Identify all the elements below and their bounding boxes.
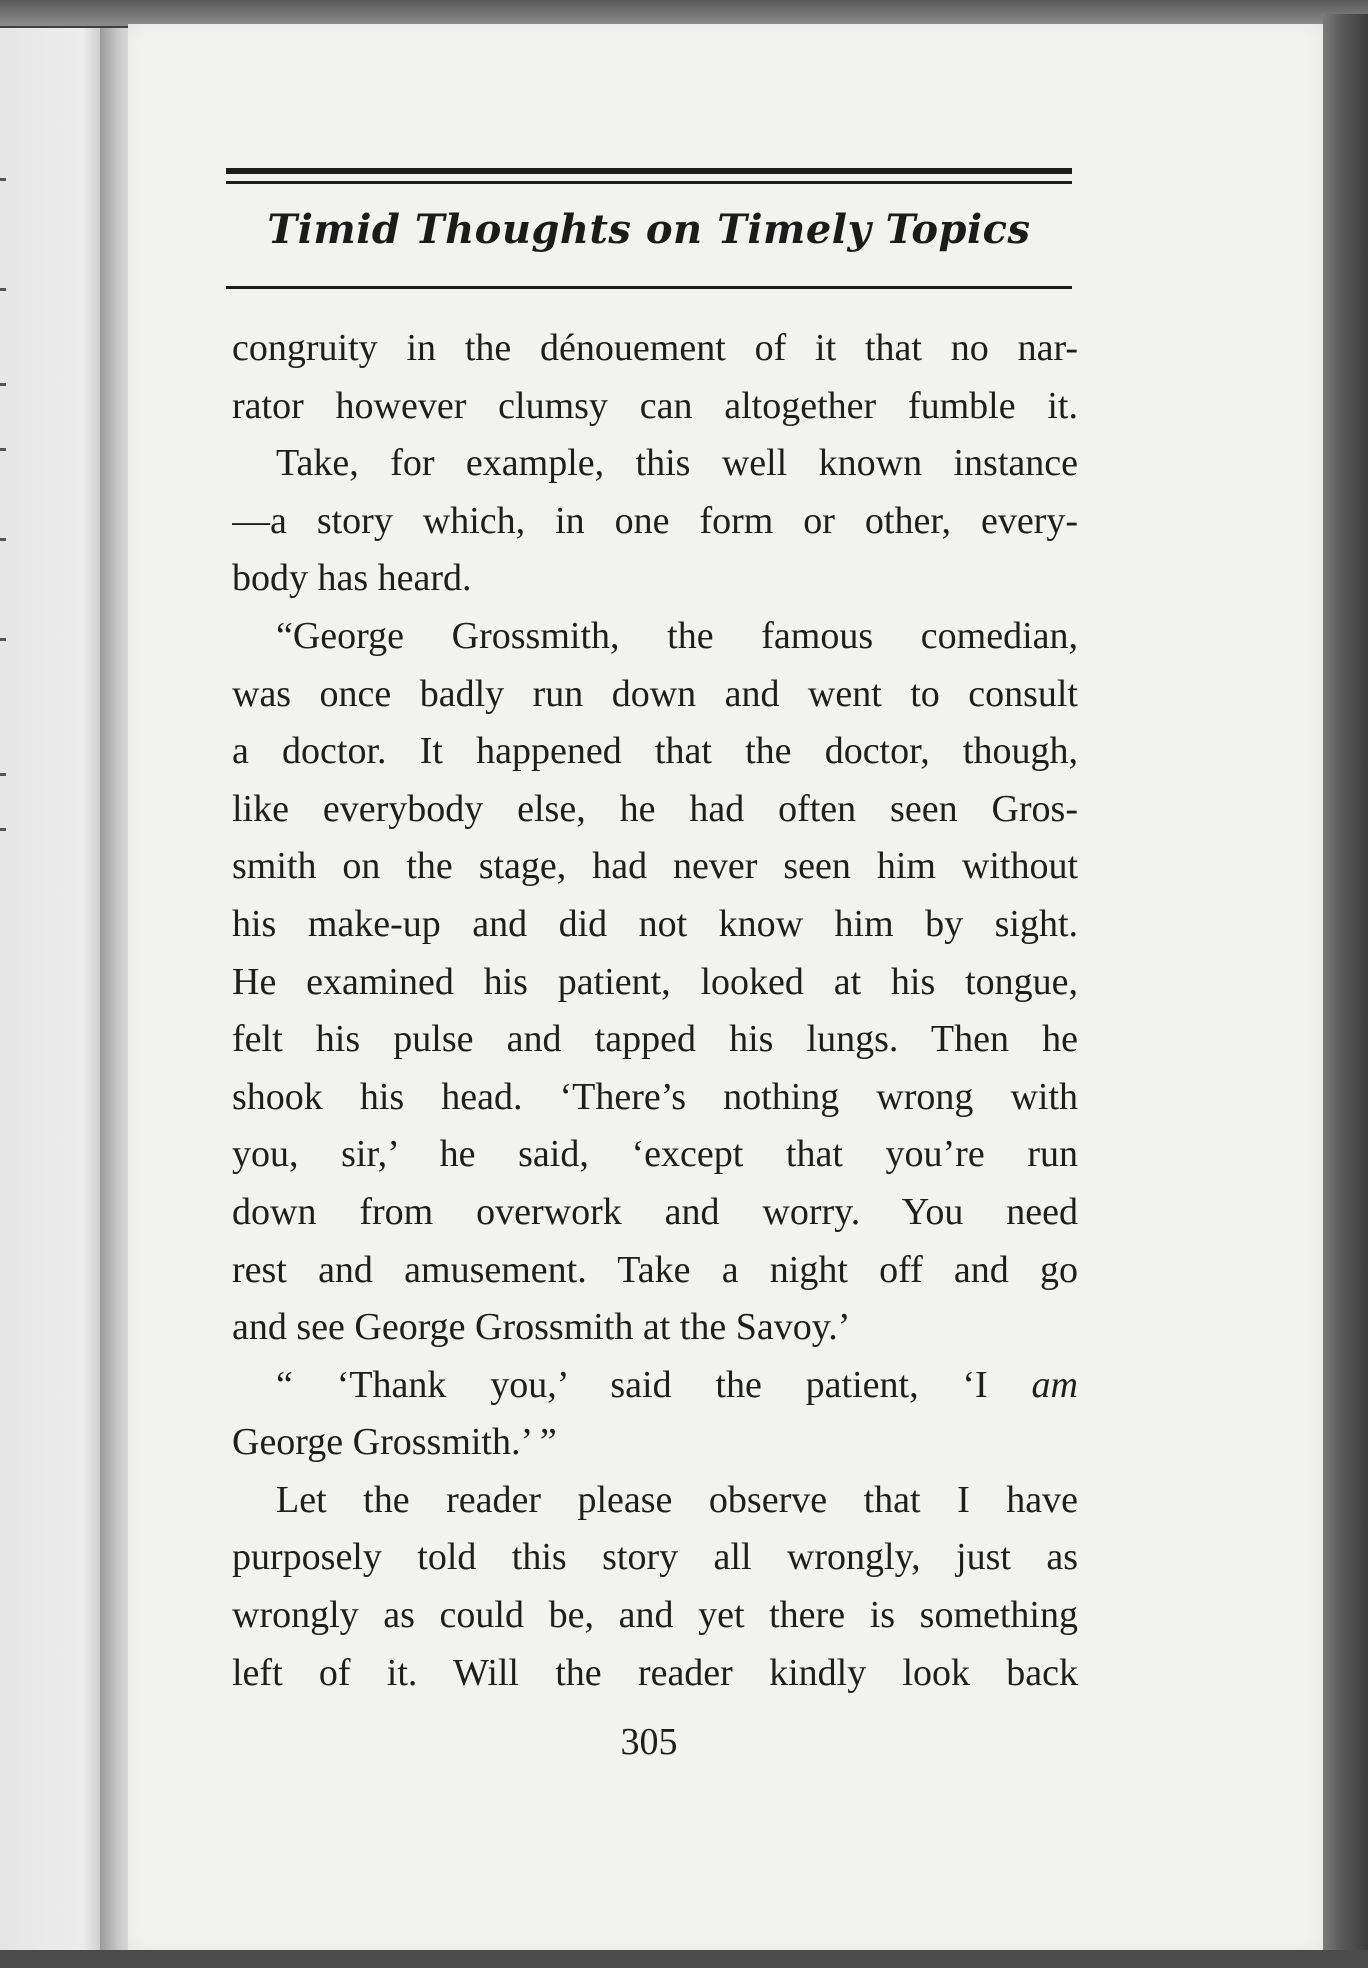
text-line: purposely told this story all wrongly, just as: [232, 1536, 1078, 1579]
text-line: like everybody else, he had often seen Gros-: [232, 787, 1078, 830]
paragraph-first-line: Take, for example, this well known instance: [276, 442, 1078, 485]
header-rule-thin: [226, 181, 1072, 184]
text-line: you, sir,’ he said, ‘except that you’re run: [232, 1133, 1078, 1176]
text-line: wrongly as could be, and yet there is something: [232, 1594, 1078, 1637]
text-line: down from overwork and worry. You need: [232, 1190, 1078, 1233]
paragraph-first-line: “George Grossmith, the famous comedian,: [276, 614, 1078, 657]
text-line: a doctor. It happened that the doctor, though,: [232, 730, 1078, 773]
body-text: [232, 320, 1078, 1702]
emphasized-word: am: [1031, 1363, 1078, 1406]
text-line: shook his head. ‘There’s nothing wrong with: [232, 1075, 1078, 1118]
scan-right-edge: [1323, 14, 1368, 1968]
scan-bottom-edge: [0, 1950, 1368, 1968]
text-segment: “ ‘Thank you,’ said the patient, ‘I: [276, 1363, 988, 1406]
text-line: was once badly run down and went to consult: [232, 672, 1078, 715]
text-line: George Grossmith.’ ”: [232, 1421, 557, 1464]
text-line: body has heard.: [232, 557, 472, 600]
header-rule-thick: [226, 168, 1072, 174]
text-line: and see George Grossmith at the Savoy.’: [232, 1306, 851, 1349]
text-line: felt his pulse and tapped his lungs. Then he: [232, 1018, 1078, 1061]
text-line: rest and amusement. Take a night off and go: [232, 1248, 1078, 1291]
scan-top-edge: [0, 0, 1368, 26]
header-rule-bottom: [226, 286, 1072, 289]
text-line: He examined his patient, looked at his tongue,: [232, 960, 1078, 1003]
text-line: smith on the stage, had never seen him without: [232, 845, 1078, 888]
text-line: —a story which, in one form or other, every-: [232, 499, 1078, 542]
running-head: Timid Thoughts on Timely Topics: [267, 206, 1031, 253]
text-line: his make-up and did not know him by sight.: [232, 902, 1078, 945]
book-gutter: [100, 28, 130, 1953]
paragraph-first-line: [232, 1357, 1078, 1415]
paragraph-first-line: Let the reader please observe that I have: [276, 1478, 1078, 1521]
page-number: 305: [620, 1721, 678, 1763]
text-line: rator however clumsy can altogether fumble it.: [232, 384, 1078, 427]
text-line: left of it. Will the reader kindly look back: [232, 1651, 1078, 1694]
text-line: congruity in the dénouement of it that no nar-: [232, 327, 1078, 369]
